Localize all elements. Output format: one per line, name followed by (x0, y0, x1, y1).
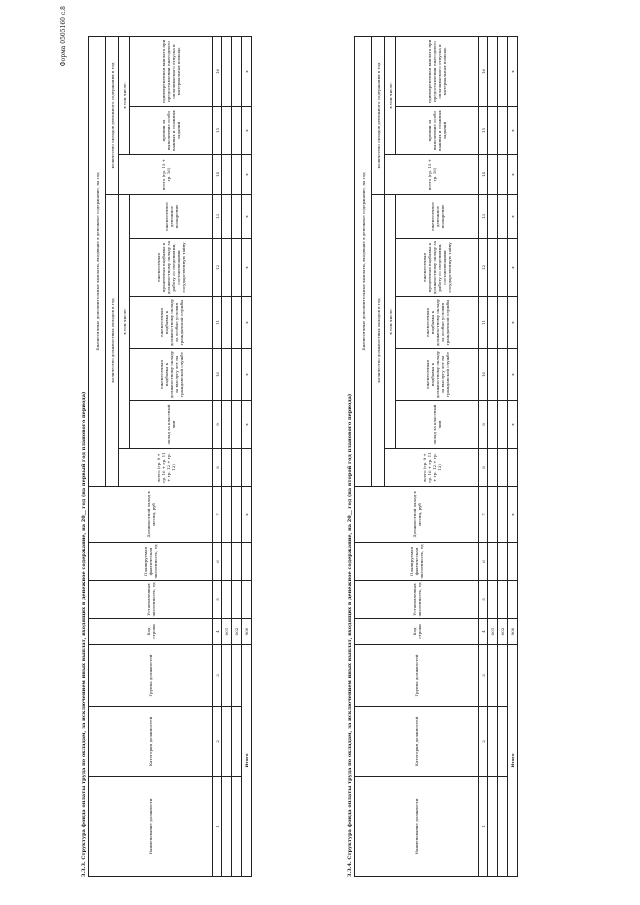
header-category: Категория должностей (355, 707, 479, 777)
col-number: 13 (213, 195, 222, 239)
cell-special-conditions[interactable] (488, 297, 498, 349)
cell-category[interactable] (498, 707, 508, 777)
col-number: 16 (479, 37, 488, 107)
cell-material-aid[interactable] (232, 37, 242, 107)
header-total-allowance: всего (гр. 15 + гр. 16) (119, 155, 213, 195)
header-salary: Должностной оклад в месяц, руб (89, 487, 213, 543)
header-allowance-count: количество окладов денежного содержания в год (372, 37, 385, 195)
header-salary: Должностной оклад в месяц, руб (355, 487, 479, 543)
total-x-mark: x (508, 195, 518, 239)
col-number: 5 (213, 581, 222, 619)
section-title: 3.3.3. Структура фонда оплаты труда по окладам, за исключением иных выплат, входящих в денежное содержание, на 20__ год (на первый год планового периода) (81, 391, 87, 877)
total-x-mark: x (508, 107, 518, 155)
total-x-mark: x (242, 107, 252, 155)
cell-planned[interactable] (222, 543, 232, 581)
col-number: 2 (479, 707, 488, 777)
header-group: Группа должностей (355, 645, 479, 707)
cell-total-salary[interactable] (222, 449, 232, 487)
col-number: 9 (479, 401, 488, 449)
salary-structure-table (88, 36, 252, 877)
col-number: 5 (479, 581, 488, 619)
cell-code: 002 (498, 619, 508, 645)
cell-seniority[interactable] (222, 349, 232, 401)
header-planned: Планируемая фактическая численность, ед (89, 543, 213, 581)
header-allowance-count: количество окладов денежного содержания в год (106, 37, 119, 195)
cell-salary[interactable] (488, 487, 498, 543)
col-number: 4 (213, 619, 222, 645)
cell-special-assignments[interactable] (222, 107, 232, 155)
cell-total-allowance[interactable] (222, 155, 232, 195)
cell-material-aid[interactable] (488, 37, 498, 107)
header-including-2: в том числе: (119, 37, 130, 155)
cell-material-aid[interactable] (222, 37, 232, 107)
cell-seniority[interactable] (488, 349, 498, 401)
header-total-allowance: всего (гр. 15 + гр. 16) (385, 155, 479, 195)
cell-established[interactable] (222, 581, 232, 619)
col-number: 9 (213, 401, 222, 449)
total-x-mark: x (508, 401, 518, 449)
total-label: Итого (508, 645, 518, 877)
column-number-row (213, 37, 222, 877)
cell-special-assignments[interactable] (488, 107, 498, 155)
col-number: 10 (213, 349, 222, 401)
cell-salary[interactable] (232, 487, 242, 543)
col-number: 11 (479, 297, 488, 349)
cell-class-rank[interactable] (222, 401, 232, 449)
col-number: 1 (479, 777, 488, 877)
cell-state-secret[interactable] (498, 239, 508, 297)
header-including: в том числе: (119, 195, 130, 449)
cell-category[interactable] (222, 707, 232, 777)
total-x-mark: x (508, 155, 518, 195)
header-name: Наименование должности (89, 777, 213, 877)
col-number: 12 (479, 239, 488, 297)
cell-salary[interactable] (498, 487, 508, 543)
cell-name[interactable] (488, 777, 498, 877)
header-salary-count: количество должностных окладов в год (106, 195, 119, 487)
cell-total-salary[interactable] (232, 449, 242, 487)
table-row (488, 37, 498, 877)
total-x-mark: x (242, 239, 252, 297)
col-number: 10 (479, 349, 488, 401)
header-including-2: в том числе: (385, 37, 396, 155)
cell-category[interactable] (232, 707, 242, 777)
col-number: 3 (213, 645, 222, 707)
cell-planned[interactable] (232, 543, 242, 581)
col-number: 1 (213, 777, 222, 877)
header-code: Код строки (355, 619, 479, 645)
total-x-mark: x (242, 195, 252, 239)
total-total-salary[interactable] (508, 449, 518, 487)
col-number: 15 (479, 107, 488, 155)
col-number: 14 (213, 155, 222, 195)
cell-established[interactable] (232, 581, 242, 619)
header-special-conditions: ежемесячная надбавка к должностному окладу за особые условия гражданской службы (130, 297, 213, 349)
cell-special-assignments[interactable] (232, 107, 242, 155)
header-name: Наименование должности (355, 777, 479, 877)
total-x-mark: x (508, 487, 518, 543)
section-3-3-4 (346, 37, 518, 877)
total-code: 900 (508, 619, 518, 645)
cell-established[interactable] (498, 581, 508, 619)
header-state-secret: ежемесячная процентная надбавка к должностному окладу за работу со сведениями, составляющими государственную тайну (130, 239, 213, 297)
cell-incentive[interactable] (498, 195, 508, 239)
cell-group[interactable] (488, 645, 498, 707)
cell-special-assignments[interactable] (498, 107, 508, 155)
cell-material-aid[interactable] (498, 37, 508, 107)
header-code: Код строки (89, 619, 213, 645)
col-number: 15 (213, 107, 222, 155)
cell-special-conditions[interactable] (222, 297, 232, 349)
cell-code: 001 (488, 619, 498, 645)
col-number: 8 (479, 449, 488, 487)
col-number: 13 (479, 195, 488, 239)
cell-state-secret[interactable] (488, 239, 498, 297)
cell-seniority[interactable] (232, 349, 242, 401)
total-planned[interactable] (508, 543, 518, 581)
cell-special-conditions[interactable] (232, 297, 242, 349)
total-row (242, 37, 252, 877)
cell-name[interactable] (232, 777, 242, 877)
cell-class-rank[interactable] (498, 401, 508, 449)
total-x-mark: x (242, 155, 252, 195)
cell-group[interactable] (222, 645, 232, 707)
cell-name[interactable] (222, 777, 232, 877)
col-number: 4 (479, 619, 488, 645)
header-including: в том числе: (385, 195, 396, 449)
cell-planned[interactable] (488, 543, 498, 581)
header-class-rank: оклад за классный чин (130, 401, 213, 449)
table-row (222, 37, 232, 877)
cell-state-secret[interactable] (232, 239, 242, 297)
col-number: 6 (213, 543, 222, 581)
header-total-salary: всего (гр. 9 + гр. 10 + гр. 11 + гр. 12 + гр. 13) (119, 449, 213, 487)
total-x-mark: x (242, 37, 252, 107)
cell-code: 001 (222, 619, 232, 645)
total-x-mark: x (508, 37, 518, 107)
section-title: 3.3.4. Структура фонда оплаты труда по окладам, за исключением иных выплат, входящих в денежное содержание, на 20__ год (на второй год планового периода) (347, 393, 353, 877)
col-number: 7 (479, 487, 488, 543)
cell-name[interactable] (498, 777, 508, 877)
col-number: 6 (479, 543, 488, 581)
total-label: Итого (242, 645, 252, 877)
total-x-mark: x (508, 349, 518, 401)
cell-salary[interactable] (222, 487, 232, 543)
header-special-conditions: ежемесячная надбавка к должностному окладу за особые условия гражданской службы (396, 297, 479, 349)
col-number: 11 (213, 297, 222, 349)
col-number: 16 (213, 37, 222, 107)
cell-state-secret[interactable] (222, 239, 232, 297)
salary-structure-table (354, 36, 518, 877)
header-incentive: ежемесячное денежное поощрение (396, 195, 479, 239)
total-x-mark: x (508, 239, 518, 297)
total-established[interactable] (508, 581, 518, 619)
total-x-mark: x (242, 297, 252, 349)
cell-special-conditions[interactable] (498, 297, 508, 349)
total-planned[interactable] (242, 543, 252, 581)
cell-total-allowance[interactable] (498, 155, 508, 195)
cell-seniority[interactable] (498, 349, 508, 401)
col-number: 12 (213, 239, 222, 297)
header-planned: Планируемая фактическая численность, ед (355, 543, 479, 581)
col-number: 2 (213, 707, 222, 777)
header-state-secret: ежемесячная процентная надбавка к должностному окладу за работу со сведениями, составляющими государственную тайну (396, 239, 479, 297)
header-seniority: ежемесячная надбавка к должностному окладу за выслугу лет на гражданской службе (396, 349, 479, 401)
header-additional-payments: Ежемесячные дополнительные выплаты, входящие в денежное содержание, на год (355, 37, 372, 487)
cell-class-rank[interactable] (488, 401, 498, 449)
total-x-mark: x (242, 401, 252, 449)
cell-established[interactable] (488, 581, 498, 619)
table-row (232, 37, 242, 877)
total-established[interactable] (242, 581, 252, 619)
col-number: 8 (213, 449, 222, 487)
cell-code: 002 (232, 619, 242, 645)
cell-group[interactable] (498, 645, 508, 707)
total-code: 900 (242, 619, 252, 645)
cell-total-allowance[interactable] (488, 155, 498, 195)
total-row (508, 37, 518, 877)
header-salary-count: количество должностных окладов в год (372, 195, 385, 487)
cell-total-salary[interactable] (488, 449, 498, 487)
cell-planned[interactable] (498, 543, 508, 581)
cell-incentive[interactable] (488, 195, 498, 239)
form-label: Форма 0505160 с.8 (60, 6, 67, 67)
header-established: Установленная численность, ед (355, 581, 479, 619)
total-total-salary[interactable] (242, 449, 252, 487)
header-special-assignments: премии за выполнение особо важных и сложных заданий (130, 107, 213, 155)
header-additional-payments: Ежемесячные дополнительные выплаты, входящие в денежное содержание, на год (89, 37, 106, 487)
section-3-3-3 (80, 37, 252, 877)
header-special-assignments: премии за выполнение особо важных и сложных заданий (396, 107, 479, 155)
cell-incentive[interactable] (222, 195, 232, 239)
cell-class-rank[interactable] (232, 401, 242, 449)
header-total-salary: всего (гр. 9 + гр. 10 + гр. 11 + гр. 12 + гр. 13) (385, 449, 479, 487)
header-category: Категория должностей (89, 707, 213, 777)
header-material-aid: единовременная выплата при предоставлении ежегодного оплачиваемого отпуска и материальная помощь (130, 37, 213, 107)
total-x-mark: x (242, 487, 252, 543)
table-row (498, 37, 508, 877)
header-class-rank: оклад за классный чин (396, 401, 479, 449)
cell-total-salary[interactable] (498, 449, 508, 487)
total-x-mark: x (508, 297, 518, 349)
col-number: 7 (213, 487, 222, 543)
col-number: 14 (479, 155, 488, 195)
cell-category[interactable] (488, 707, 498, 777)
header-incentive: ежемесячное денежное поощрение (130, 195, 213, 239)
header-seniority: ежемесячная надбавка к должностному окладу за выслугу лет на гражданской службе (130, 349, 213, 401)
cell-incentive[interactable] (232, 195, 242, 239)
header-material-aid: единовременная выплата при предоставлении ежегодного оплачиваемого отпуска и материальная помощь (396, 37, 479, 107)
column-number-row (479, 37, 488, 877)
col-number: 3 (479, 645, 488, 707)
header-group: Группа должностей (89, 645, 213, 707)
total-x-mark: x (242, 349, 252, 401)
cell-group[interactable] (232, 645, 242, 707)
cell-total-allowance[interactable] (232, 155, 242, 195)
header-established: Установленная численность, ед (89, 581, 213, 619)
